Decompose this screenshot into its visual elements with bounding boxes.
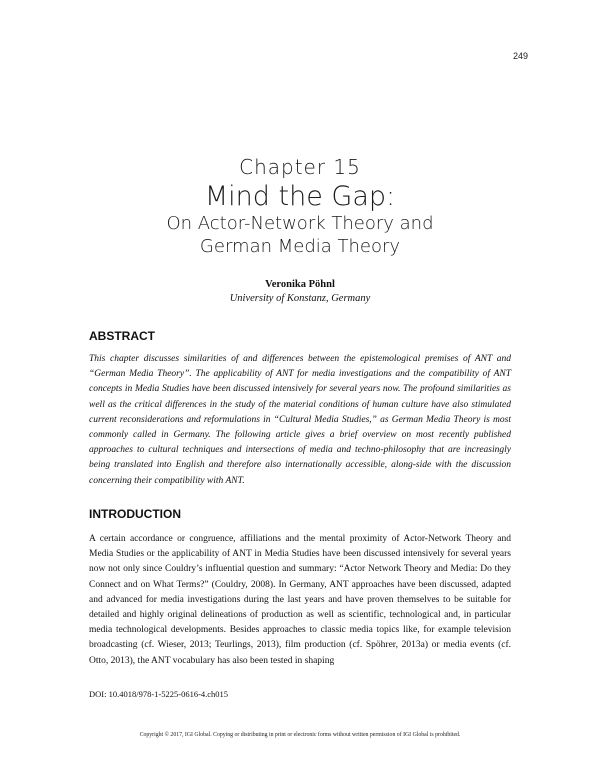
author-affiliation: University of Konstanz, Germany — [229, 293, 371, 304]
copyright-notice: Copyright © 2017, IGI Global. Copying or distributing in print or electronic forms without written permission of IGI Global is prohibited. — [139, 732, 461, 738]
page-number: 249 — [512, 51, 528, 61]
author-block — [0, 278, 600, 306]
abstract-heading: ABSTRACT — [89, 329, 155, 343]
chapter-header — [0, 155, 600, 258]
chapter-title: Mind the Gap: — [204, 181, 396, 212]
chapter-label: Chapter 15 — [239, 155, 361, 179]
chapter-subtitle-line1: On Actor-Network Theory and — [166, 213, 434, 234]
abstract-text: This chapter discusses similarities of and differences between the epistemological premises of ANT and “German Media Theory”. The applicability of ANT for media investigations and the compatibility of ANT concepts in Media Studies have been discussed intensively for several years now. The profound similarities as well as the critical differences in the study of the material conditions of human culture have also stimulated current reconsiderations and reformulations in “Cultural Media Studies,” as German Media Theory is most commonly called in Germany. The following article gives a brief overview on most recently published approaches to cultural techniques and intersections of media and techno-philosophy that are increasingly being translated into English and therefore also internationally accessible, along-side with the discussion concerning their compatibility with ANT. — [89, 354, 511, 486]
introduction-text: A certain accordance or congruence, affiliations and the mental proximity of Actor-Network Theory and Media Studies or the applicability of ANT in Media Studies have been discussed intensively for several years now not only since Couldry’s influential question and summary: “Actor Network Theory and Media: Do they Connect and on What Terms?” (Couldry, 2008). In Germany, ANT approaches have been discussed, adapted and advanced for media investigations during the last years and have proven themselves to be suitable for detailed and highly original delineations of production as well as scientific, technological and, in particular media technological developments. Besides approaches to classic media topics like, for example television broadcasting (cf. Wieser, 2013; Teurlings, 2013), film production (cf. Spöhrer, 2013a) or media events (cf. Otto, 2013), the ANT vocabulary has also been tested in shaping — [89, 534, 511, 666]
introduction-heading: INTRODUCTION — [89, 507, 181, 521]
author-name: Veronika Pöhnl — [265, 279, 335, 290]
doi-line: DOI: 10.4018/978-1-5225-0616-4.ch015 — [89, 689, 229, 699]
chapter-subtitle-line2: German Media Theory — [199, 236, 401, 257]
